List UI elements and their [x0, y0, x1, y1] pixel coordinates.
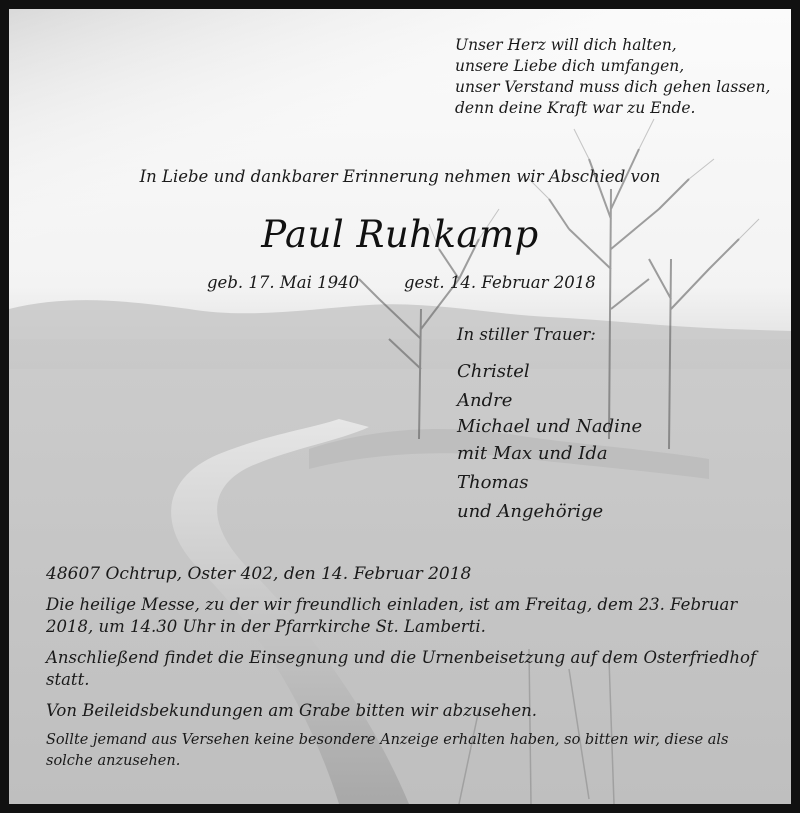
intro-line: In Liebe und dankbarer Erinnerung nehmen wir Abschied von	[139, 167, 661, 186]
poem-line: denn deine Kraft war zu Ende.	[455, 99, 696, 117]
burial-announcement: Anschließend findet die Einsegnung und die Urnenbeisetzung auf dem Osterfriedhof statt.	[46, 648, 757, 689]
mourner: mit Max und Ida	[457, 443, 608, 464]
deceased-name: Paul Ruhkamp	[261, 213, 539, 256]
mourner: Christel	[457, 361, 530, 382]
mourner: Thomas	[457, 472, 529, 493]
poem-line: unsere Liebe dich umfangen,	[455, 57, 685, 75]
notice-disclaimer: Sollte jemand aus Versehen keine besondere Anzeige erhalten haben, so bitten wir, diese als solche anzusehen.	[46, 732, 729, 769]
mourner: und Angehörige	[457, 501, 604, 522]
mourners-heading: In stiller Trauer:	[457, 325, 596, 344]
birth-date: geb. 17. Mai 1940	[207, 273, 360, 292]
mourner: Andre	[457, 390, 513, 411]
mourners-list	[457, 357, 642, 526]
mourner: Michael und Nadine	[457, 416, 643, 437]
condolence-note: Von Beileidsbekundungen am Grabe bitten wir abzusehen.	[46, 701, 538, 720]
poem-line: unser Verstand muss dich gehen lassen,	[455, 78, 771, 96]
poem	[455, 35, 770, 119]
death-date: gest. 14. Februar 2018	[404, 273, 596, 292]
poem-line: Unser Herz will dich halten,	[455, 36, 677, 54]
mass-announcement: Die heilige Messe, zu der wir freundlich einladen, ist am Freitag, dem 23. Februar 2018, um 14.30 Uhr in der Pfarrkirche St. Lamberti.	[46, 595, 738, 636]
place-and-date: 48607 Ochtrup, Oster 402, den 14. Februar 2018	[46, 564, 472, 584]
